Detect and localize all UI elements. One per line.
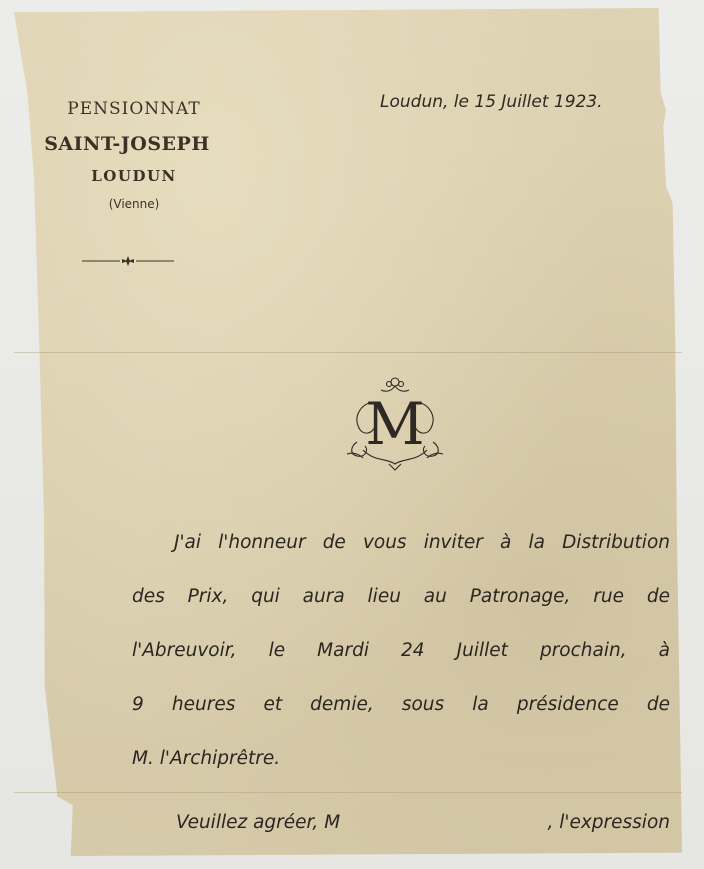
letterhead-line-department: (Vienne) bbox=[108, 197, 160, 211]
letterhead-line-school-name: SAINT-JOSEPH bbox=[44, 133, 210, 155]
invitation-body bbox=[132, 528, 670, 798]
closing-expression: , l'expression bbox=[547, 812, 670, 833]
monogram-m-icon bbox=[343, 372, 447, 472]
body-line: l'Abreuvoir, le Mardi 24 Juillet prochain, à bbox=[132, 640, 670, 661]
closing-salutation: Veuillez agréer, M bbox=[176, 812, 341, 833]
body-line: des Prix, qui aura lieu au Patronage, rue de bbox=[132, 586, 670, 607]
letter-date: Loudun, le 15 Juillet 1923. bbox=[380, 92, 603, 112]
body-line: M. l'Archiprêtre. bbox=[132, 748, 281, 769]
letterhead-line-pensionnat: PENSIONNAT bbox=[67, 99, 201, 119]
body-line: J'ai l'honneur de vous inviter à la Distribution bbox=[174, 532, 670, 553]
ornament-rule-icon bbox=[80, 254, 176, 268]
letterhead bbox=[24, 98, 244, 212]
monogram-letter: M bbox=[365, 390, 425, 458]
closing-line bbox=[176, 808, 670, 838]
fold-line bbox=[14, 352, 682, 353]
body-line: 9 heures et demie, sous la présidence de bbox=[132, 694, 670, 715]
letterhead-line-town: LOUDUN bbox=[91, 167, 177, 185]
